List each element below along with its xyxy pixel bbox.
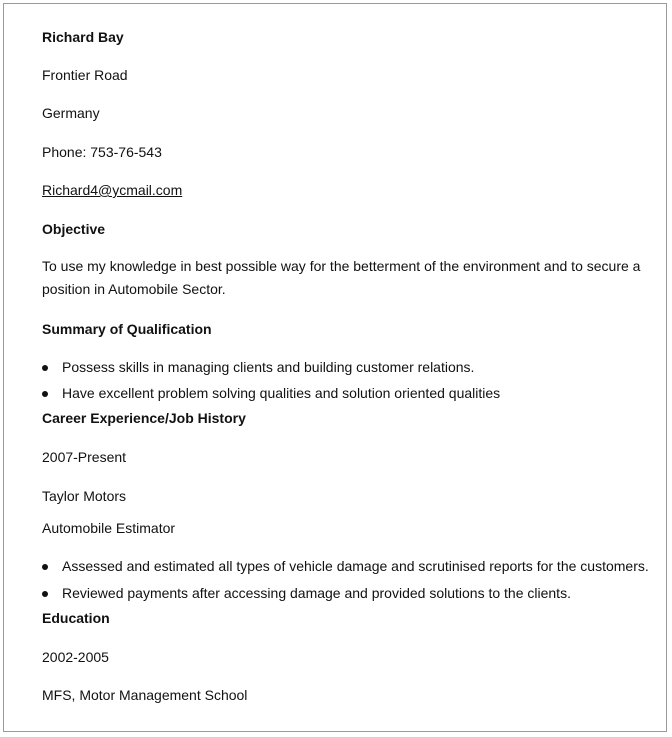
- education-period: 2002-2005: [42, 649, 109, 665]
- bullet-icon: [42, 365, 48, 371]
- career-period: 2007-Present: [42, 449, 127, 465]
- career-company: Taylor Motors: [42, 488, 127, 504]
- country-line: Germany: [42, 105, 100, 121]
- career-item-text: Reviewed payments after accessing damage and provided solutions to the clients.: [62, 585, 571, 601]
- summary-heading: Summary of Qualification: [42, 321, 212, 337]
- bullet-icon: [42, 564, 48, 570]
- career-role: Automobile Estimator: [42, 520, 176, 536]
- candidate-name: Richard Bay: [42, 29, 124, 45]
- objective-heading: Objective: [42, 221, 106, 237]
- summary-item-text: Have excellent problem solving qualities and solution oriented qualities: [62, 385, 501, 401]
- phone-line: Phone: 753-76-543: [42, 144, 162, 160]
- bullet-icon: [42, 391, 48, 397]
- bullet-icon: [42, 591, 48, 597]
- objective-text: To use my knowledge in best possible way for the betterment of the environment and to secure a position in Automobile Sector.: [42, 258, 641, 297]
- education-school: MFS, Motor Management School: [42, 687, 248, 703]
- email-link[interactable]: Richard4@ycmail.com: [42, 182, 183, 198]
- education-heading: Education: [42, 610, 110, 626]
- career-heading: Career Experience/Job History: [42, 410, 246, 426]
- career-item-text: Assessed and estimated all types of vehicle damage and scrutinised reports for the customers.: [62, 558, 649, 574]
- summary-item-text: Possess skills in managing clients and building customer relations.: [62, 359, 475, 375]
- address-line: Frontier Road: [42, 67, 128, 83]
